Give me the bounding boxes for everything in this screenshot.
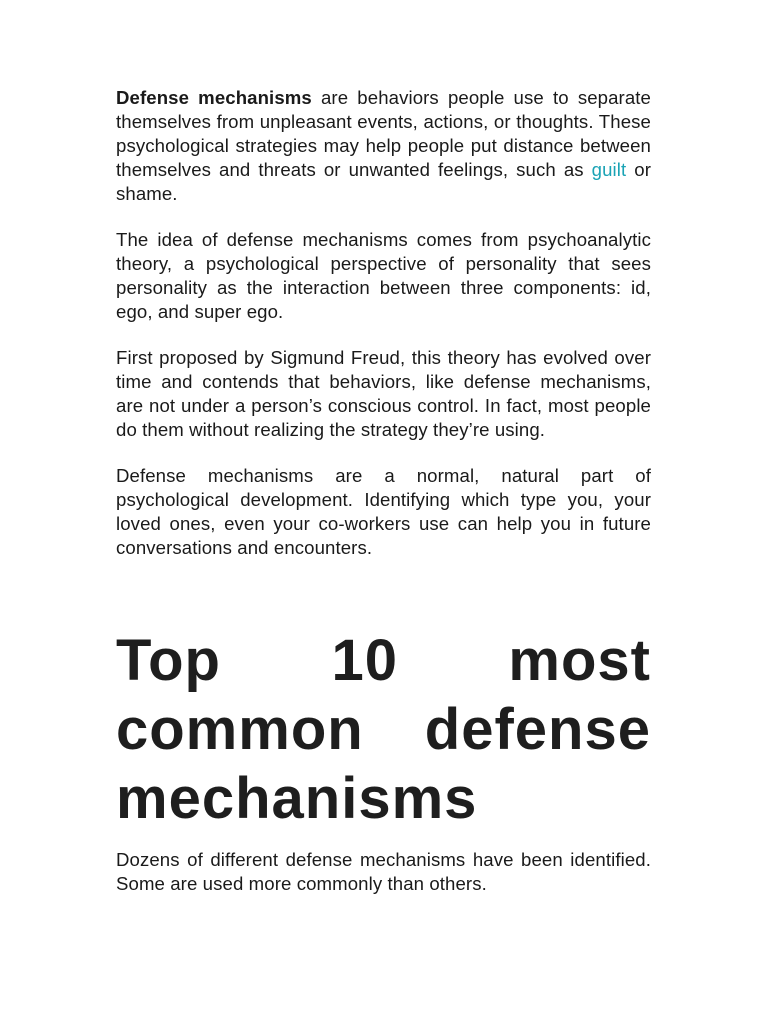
paragraph-definition: [116, 86, 651, 206]
guilt-link[interactable]: guilt: [591, 159, 627, 180]
paragraph-freud: First proposed by Sigmund Freud, this theory has evolved over time and contends that behaviors, like defense mechanisms, are not under a person’s conscious control. In fact, most people do them without realizing the strategy they’re using.: [116, 347, 651, 440]
definition-text-part-2: or shame.: [116, 159, 652, 204]
paragraph-section-intro: Dozens of different defense mechanisms have been identified. Some are used more commonly than others.: [116, 849, 651, 894]
article-body: [116, 86, 652, 894]
definition-text-part-1: are behaviors people use to separate themselves from unpleasant events, actions, or thoughts. These psychological strategies may help people put distance between themselves and threats or unwanted feelings, such as: [116, 87, 651, 180]
paragraph-normal-development: Defense mechanisms are a normal, natural part of psychological development. Identifying which type you, your loved ones, even your co-workers use can help you in future conversations and encounters.: [116, 465, 651, 558]
paragraph-psychoanalytic-theory: The idea of defense mechanisms comes from psychoanalytic theory, a psychological perspective of personality that sees personality as the interaction between three components: id, ego, and super ego.: [116, 229, 651, 322]
section-heading: Top 10 most common defense mechanisms: [116, 628, 651, 831]
term-defense-mechanisms: Defense mechanisms: [116, 87, 312, 108]
section-intro-wrapper: [116, 848, 651, 918]
